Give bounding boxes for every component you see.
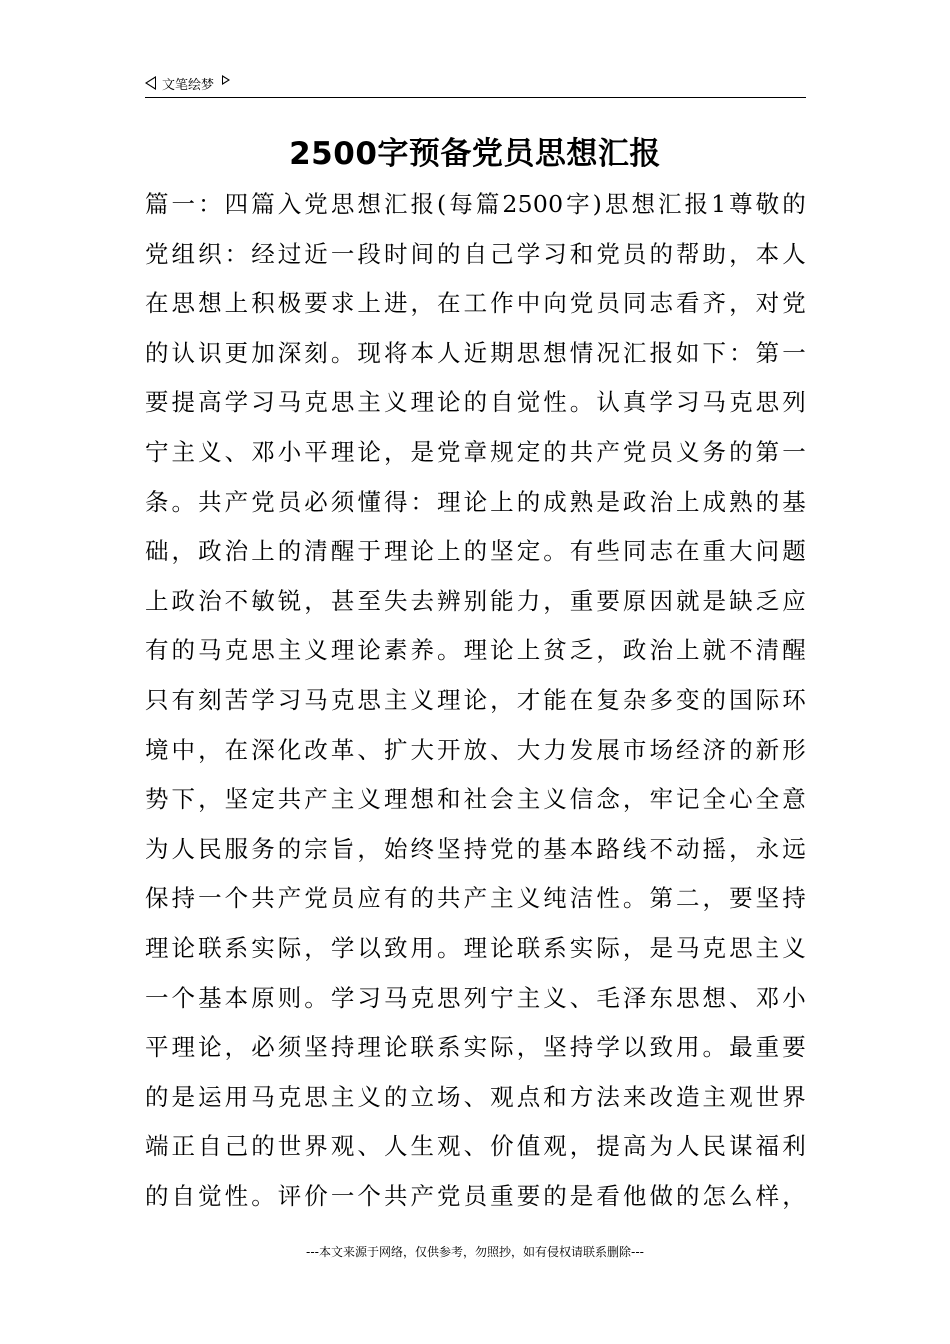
body-line: 的是运用马克思主义的立场、观点和方法来改造主观世界	[145, 1082, 806, 1111]
body-line: 上政治不敏锐，甚至失去辨别能力，重要原因就是缺乏应	[145, 586, 806, 615]
body-line: 条。共产党员必须懂得：理论上的成熟是政治上成熟的基	[145, 487, 806, 516]
body-line: 为人民服务的宗旨，始终坚持党的基本路线不动摇，永远	[145, 834, 806, 863]
body-line: 平理论，必须坚持理论联系实际，坚持学以致用。最重要	[145, 1033, 806, 1062]
body-line: 有的马克思主义理论素养。理论上贫乏，政治上就不清醒	[145, 636, 806, 665]
document-title: 2500字预备党员思想汇报	[289, 136, 661, 172]
body-line: 的自觉性。评价一个共产党员重要的是看他做的怎么样，	[145, 1181, 806, 1210]
body-line: 础，政治上的清醒于理论上的坚定。有些同志在重大问题	[145, 537, 806, 566]
page-header	[145, 72, 230, 94]
body-line: 宁主义、邓小平理论，是党章规定的共产党员义务的第一	[145, 437, 806, 466]
body-line: 篇一：四篇入党思想汇报(每篇2500字)思想汇报1尊敬的	[145, 190, 806, 218]
body-line: 一个基本原则。学习马克思列宁主义、毛泽东思想、邓小	[145, 983, 806, 1012]
body-line: 要提高学习马克思主义理论的自觉性。认真学习马克思列	[145, 388, 806, 417]
body-line: 的认识更加深刻。现将本人近期思想情况汇报如下：第一	[145, 338, 806, 367]
triangle-right-icon	[222, 75, 230, 85]
header-divider	[145, 97, 806, 98]
body-line: 理论联系实际，学以致用。理论联系实际，是马克思主义	[145, 933, 806, 962]
body-line: 党组织：经过近一段时间的自己学习和党员的帮助，本人	[145, 239, 806, 268]
body-line: 在思想上积极要求上进，在工作中向党员同志看齐，对党	[145, 289, 806, 318]
body-line: 端正自己的世界观、人生观、价值观，提高为人民谋福利	[145, 1132, 806, 1161]
footer-notice: ---本文来源于网络，仅供参考，勿照抄，如有侵权请联系删除---	[306, 1245, 644, 1259]
body-line: 保持一个共产党员应有的共产主义纯洁性。第二，要坚持	[145, 884, 806, 913]
body-line: 境中，在深化改革、扩大开放、大力发展市场经济的新形	[145, 735, 806, 764]
body-line: 只有刻苦学习马克思主义理论，才能在复杂多变的国际环	[145, 685, 806, 714]
document-body	[145, 180, 806, 1221]
body-line: 势下，坚定共产主义理想和社会主义信念，牢记全心全意	[145, 785, 806, 814]
triangle-left-icon	[145, 76, 156, 90]
header-brand: 文笔绘梦	[162, 77, 215, 93]
